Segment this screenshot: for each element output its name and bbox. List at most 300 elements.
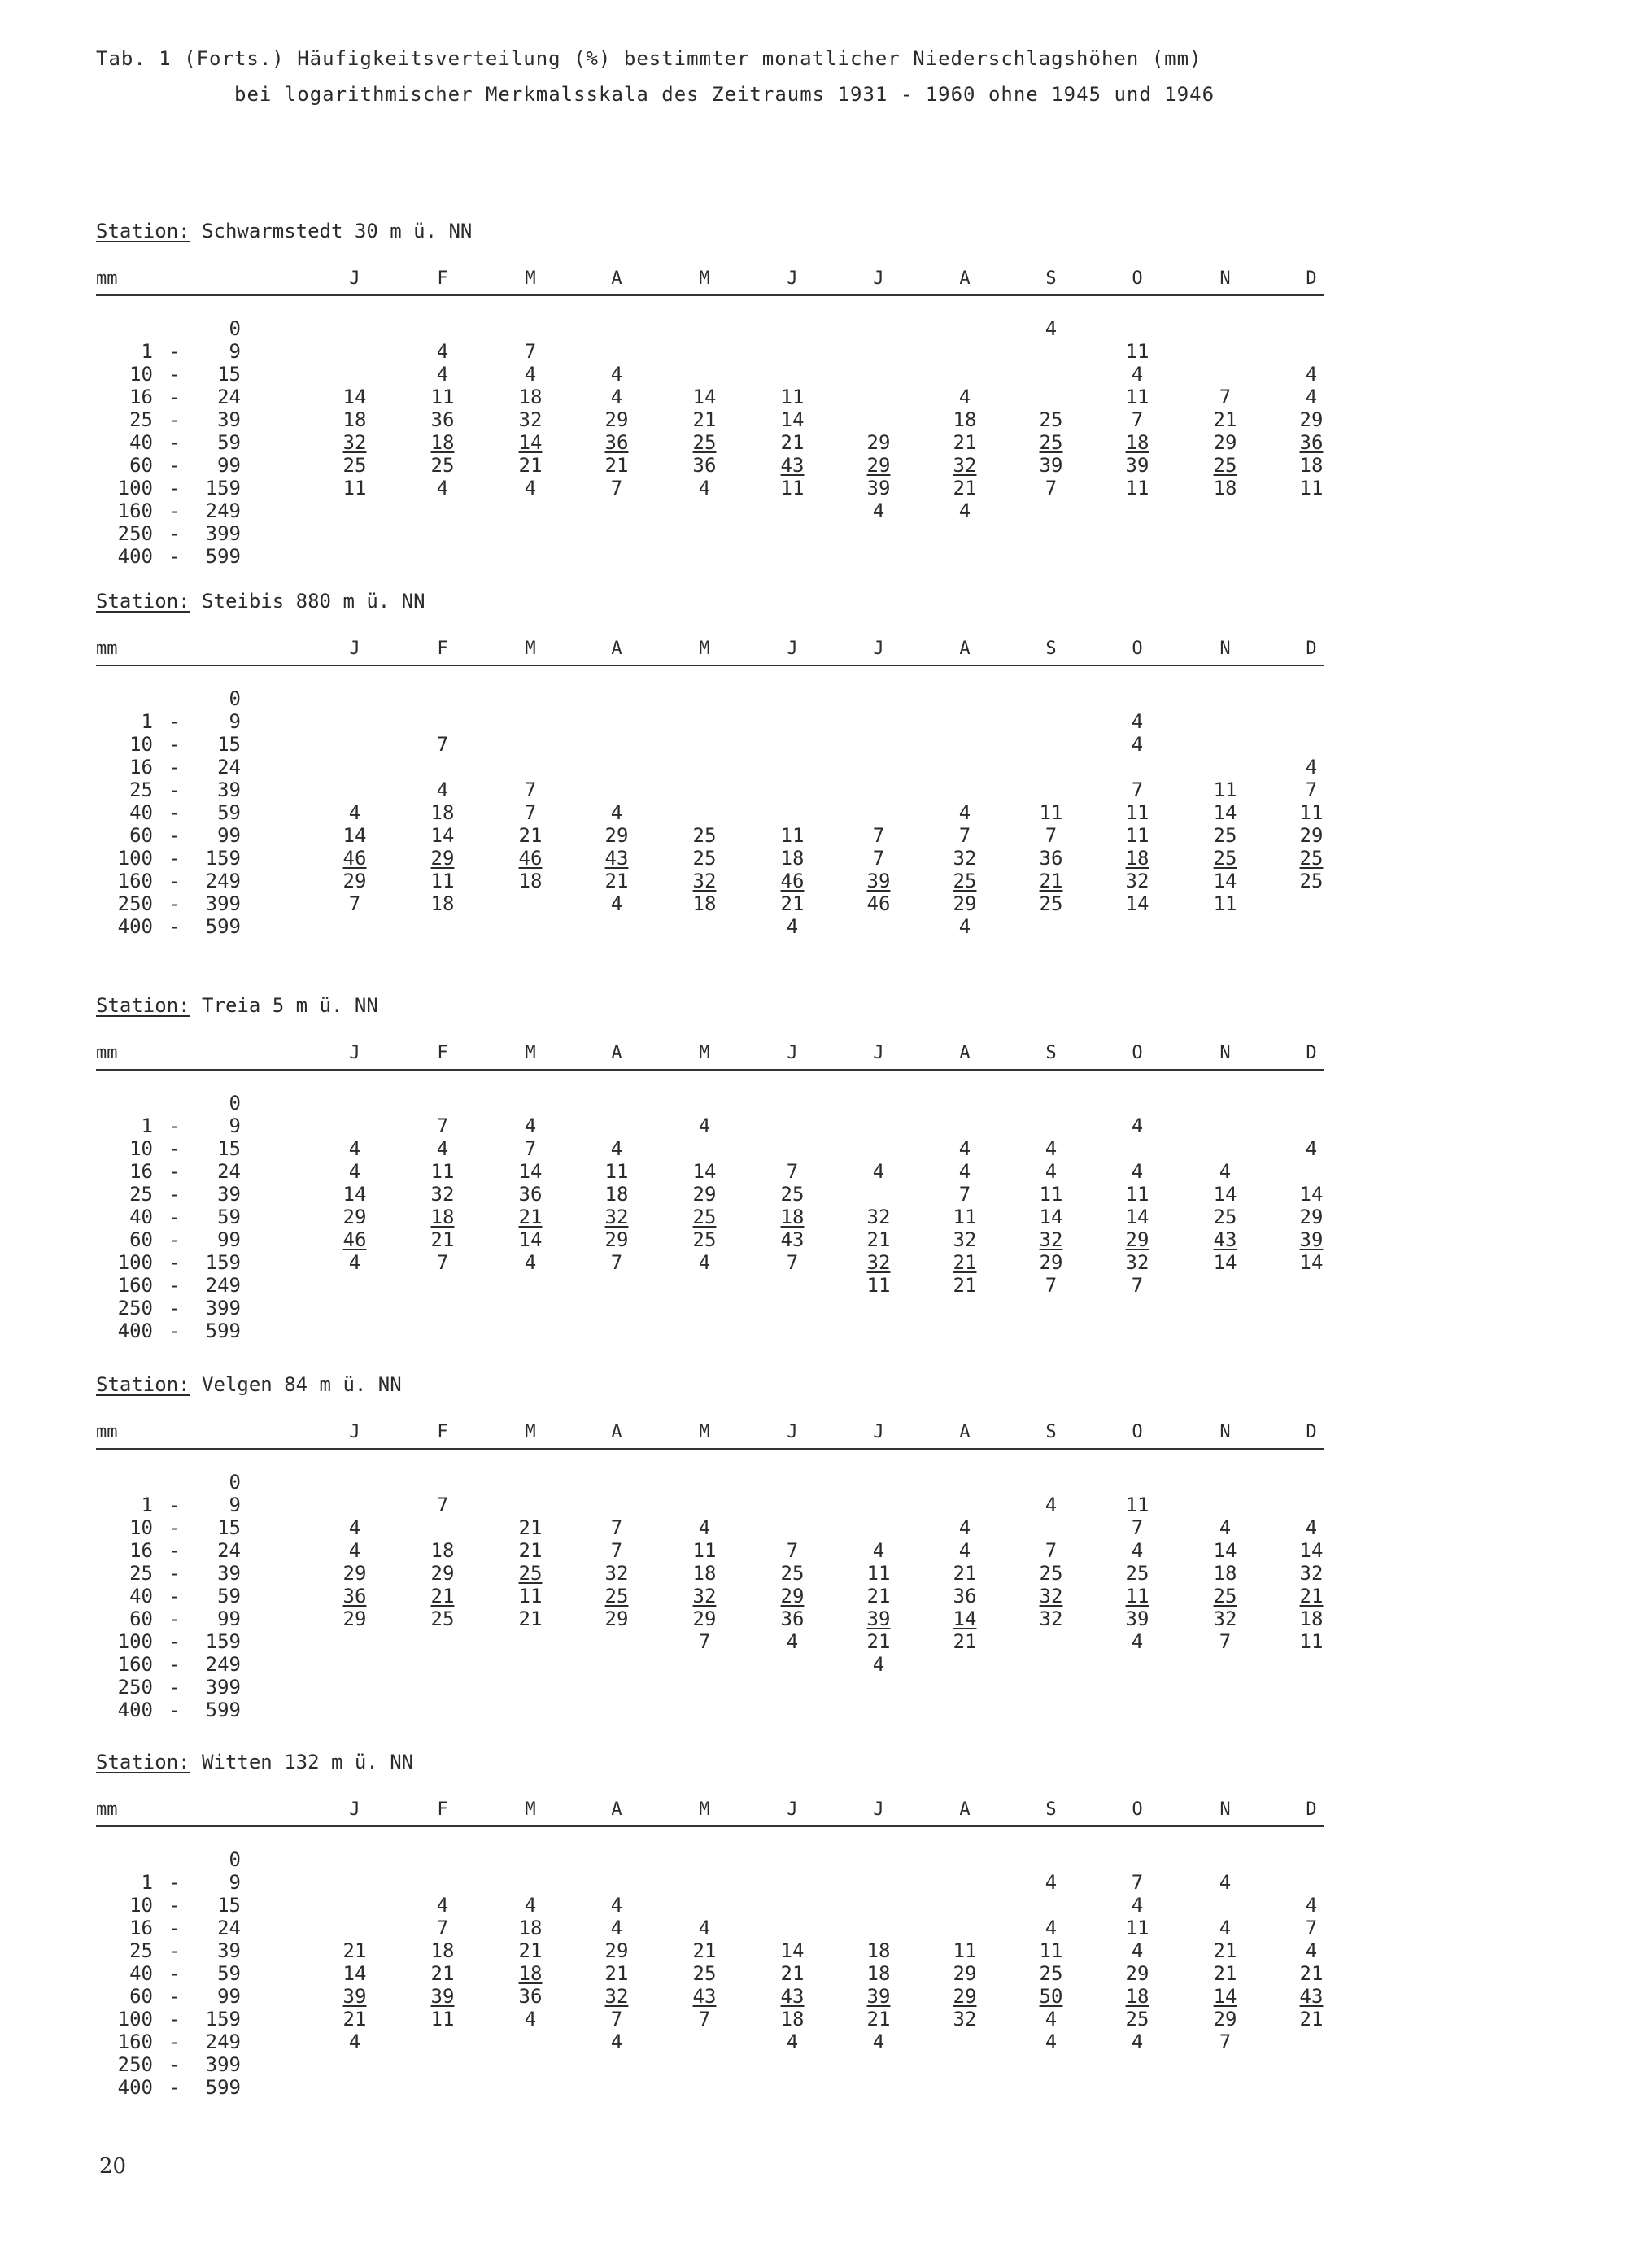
frequency-value: 25 <box>692 847 717 870</box>
station-value: Witten 132 m ü. NN <box>202 1751 414 1773</box>
month-header-cell: O <box>1132 1043 1143 1063</box>
class-row <box>96 710 1324 733</box>
month-header-cell: J <box>787 1043 798 1063</box>
class-bound: 0 <box>229 317 241 340</box>
frequency-value: 36 <box>604 431 629 454</box>
frequency-value: 18 <box>1213 477 1237 499</box>
mm-header: mm <box>96 1043 118 1063</box>
class-lower: 100 <box>117 847 153 870</box>
class-lower: 1 <box>141 710 153 733</box>
frequency-value: 43 <box>604 847 629 870</box>
frequency-value: 14 <box>1213 870 1237 892</box>
frequency-value: 21 <box>518 1607 543 1630</box>
frequency-value: 4 <box>436 779 449 801</box>
class-bound: 0 <box>229 1092 241 1114</box>
class-upper: 399 <box>205 1297 241 1319</box>
class-lower: 1 <box>141 340 153 363</box>
class-lower: 10 <box>129 1137 153 1160</box>
frequency-value: 25 <box>1039 408 1063 431</box>
frequency-value: 7 <box>610 1251 623 1274</box>
frequency-value: 4 <box>1219 1871 1232 1894</box>
frequency-value: 21 <box>780 1962 805 1985</box>
frequency-value: 29 <box>604 408 629 431</box>
month-header <box>96 639 1324 663</box>
station-value: Schwarmstedt 30 m ü. NN <box>202 220 473 242</box>
frequency-value: 32 <box>953 2008 977 2030</box>
frequency-value: 4 <box>1045 2030 1058 2053</box>
class-bound: 0 <box>229 1471 241 1494</box>
frequency-value: 4 <box>348 1160 361 1183</box>
frequency-value: 18 <box>780 1206 805 1228</box>
class-dash: - <box>168 1516 181 1539</box>
frequency-value: 29 <box>780 1585 805 1607</box>
frequency-value: 18 <box>692 892 717 915</box>
mm-header: mm <box>96 1799 118 1820</box>
frequency-value: 21 <box>953 1562 977 1585</box>
mm-header: mm <box>96 639 118 659</box>
frequency-value: 21 <box>1299 1585 1324 1607</box>
frequency-value: 4 <box>958 1516 971 1539</box>
class-lower: 160 <box>117 499 153 522</box>
class-lower: 250 <box>117 1676 153 1699</box>
frequency-value: 4 <box>958 499 971 522</box>
month-header-cell: N <box>1219 1799 1231 1820</box>
table-title-line-2: bei logarithmischer Merkmalsskala des Zeitraums 1931 - 1960 ohne 1945 und 1946 <box>234 83 1215 106</box>
class-label <box>96 847 242 870</box>
frequency-value: 32 <box>1125 1251 1149 1274</box>
class-upper: 15 <box>217 1516 241 1539</box>
class-dash: - <box>168 1699 181 1721</box>
month-header-cell: M <box>699 639 710 659</box>
class-upper: 599 <box>205 1319 241 1342</box>
class-row <box>96 477 1324 499</box>
month-header-cell: N <box>1219 268 1231 289</box>
class-lower: 25 <box>129 1183 153 1206</box>
frequency-value: 29 <box>604 1607 629 1630</box>
class-row <box>96 522 1324 545</box>
class-row <box>96 801 1324 824</box>
class-lower: 100 <box>117 477 153 499</box>
class-label <box>96 1228 242 1251</box>
month-header-cell: A <box>611 1043 622 1063</box>
class-dash: - <box>168 847 181 870</box>
month-header-cell: J <box>349 1422 360 1442</box>
month-header-cell: J <box>787 1799 798 1820</box>
frequency-value: 36 <box>430 408 455 431</box>
frequency-value: 11 <box>1125 386 1149 408</box>
frequency-value: 4 <box>1305 1137 1318 1160</box>
frequency-value: 25 <box>692 431 717 454</box>
class-lower: 400 <box>117 545 153 568</box>
class-lower: 1 <box>141 1871 153 1894</box>
frequency-value: 29 <box>342 1206 367 1228</box>
month-header-cell: N <box>1219 1422 1231 1442</box>
class-upper: 39 <box>217 408 241 431</box>
class-label <box>96 1494 242 1516</box>
class-upper: 159 <box>205 1251 241 1274</box>
class-row <box>96 1297 1324 1319</box>
frequency-value: 32 <box>604 1206 629 1228</box>
class-row <box>96 499 1324 522</box>
frequency-value: 18 <box>1299 1607 1324 1630</box>
frequency-value: 18 <box>692 1562 717 1585</box>
month-header-cell: S <box>1045 639 1057 659</box>
frequency-value: 36 <box>1039 847 1063 870</box>
frequency-value: 43 <box>780 454 805 477</box>
frequency-value: 4 <box>1131 2030 1144 2053</box>
class-row <box>96 1092 1324 1114</box>
frequency-value: 7 <box>524 340 537 363</box>
station-block <box>96 220 1324 568</box>
frequency-value: 18 <box>604 1183 629 1206</box>
frequency-value: 4 <box>872 1160 885 1183</box>
month-header-cell: A <box>959 1799 971 1820</box>
frequency-value: 21 <box>692 408 717 431</box>
class-label <box>96 340 242 363</box>
frequency-value: 18 <box>430 1939 455 1962</box>
frequency-value: 18 <box>1125 1985 1149 2008</box>
class-row <box>96 1471 1324 1494</box>
class-row <box>96 1699 1324 1721</box>
class-dash: - <box>168 477 181 499</box>
month-header-cell: A <box>611 1799 622 1820</box>
class-label <box>96 1183 242 1206</box>
class-lower: 160 <box>117 1653 153 1676</box>
month-header-cell: M <box>699 1799 710 1820</box>
frequency-value: 4 <box>1219 1160 1232 1183</box>
frequency-value: 50 <box>1039 1985 1063 2008</box>
month-header-cell: J <box>873 639 884 659</box>
frequency-value: 11 <box>430 870 455 892</box>
class-dash: - <box>168 1894 181 1917</box>
frequency-value: 4 <box>610 1917 623 1939</box>
month-header-cell: D <box>1306 1799 1317 1820</box>
frequency-value: 46 <box>866 892 891 915</box>
frequency-value: 14 <box>780 408 805 431</box>
class-upper: 99 <box>217 1607 241 1630</box>
class-dash: - <box>168 1251 181 1274</box>
frequency-value: 43 <box>692 1985 717 2008</box>
month-header <box>96 1422 1324 1446</box>
class-row <box>96 915 1324 938</box>
frequency-value: 7 <box>1045 1274 1058 1297</box>
frequency-value: 36 <box>953 1585 977 1607</box>
class-upper: 399 <box>205 2053 241 2076</box>
frequency-value: 4 <box>1045 317 1058 340</box>
frequency-value: 7 <box>872 824 885 847</box>
frequency-value: 43 <box>780 1985 805 2008</box>
class-dash: - <box>168 801 181 824</box>
class-label <box>96 1516 242 1539</box>
frequency-value: 25 <box>692 1962 717 1985</box>
class-dash: - <box>168 1539 181 1562</box>
class-label <box>96 2008 242 2030</box>
frequency-value: 11 <box>342 477 367 499</box>
class-label <box>96 892 242 915</box>
class-lower: 60 <box>129 454 153 477</box>
class-upper: 399 <box>205 1676 241 1699</box>
month-header-cell: A <box>959 639 971 659</box>
frequency-value: 29 <box>953 1962 977 1985</box>
frequency-value: 18 <box>1125 431 1149 454</box>
frequency-value: 14 <box>342 1183 367 1206</box>
class-label <box>96 2076 242 2099</box>
frequency-value: 14 <box>1125 1206 1149 1228</box>
class-dash: - <box>168 756 181 779</box>
frequency-value: 32 <box>604 1985 629 2008</box>
class-upper: 59 <box>217 801 241 824</box>
class-label <box>96 317 242 340</box>
frequency-value: 4 <box>610 2030 623 2053</box>
month-header-cell: D <box>1306 1043 1317 1063</box>
frequency-value: 11 <box>1125 477 1149 499</box>
month-header-cell: J <box>349 1799 360 1820</box>
month-header-cell: M <box>525 1799 536 1820</box>
frequency-value: 36 <box>1299 431 1324 454</box>
frequency-value: 32 <box>604 1562 629 1585</box>
frequency-value: 14 <box>1299 1251 1324 1274</box>
class-dash: - <box>168 1494 181 1516</box>
frequency-value: 4 <box>698 477 711 499</box>
frequency-value: 4 <box>698 1251 711 1274</box>
class-label <box>96 733 242 756</box>
frequency-value: 4 <box>1305 363 1318 386</box>
frequency-value: 39 <box>342 1985 367 2008</box>
class-dash: - <box>168 363 181 386</box>
header-rule <box>96 1448 1324 1450</box>
frequency-value: 18 <box>342 408 367 431</box>
frequency-value: 21 <box>604 1962 629 1985</box>
station-name <box>96 1373 402 1396</box>
frequency-value: 39 <box>1299 1228 1324 1251</box>
frequency-value: 21 <box>866 1585 891 1607</box>
header-rule <box>96 294 1324 296</box>
class-row <box>96 1539 1324 1562</box>
frequency-value: 14 <box>518 431 543 454</box>
class-lower: 60 <box>129 1228 153 1251</box>
frequency-value: 46 <box>518 847 543 870</box>
frequency-value: 14 <box>1299 1539 1324 1562</box>
class-label <box>96 1114 242 1137</box>
month-header-cell: J <box>873 1043 884 1063</box>
frequency-value: 14 <box>430 824 455 847</box>
frequency-value: 14 <box>692 386 717 408</box>
frequency-value: 7 <box>786 1251 799 1274</box>
class-label <box>96 1160 242 1183</box>
header-rule <box>96 1825 1324 1827</box>
frequency-value: 11 <box>866 1562 891 1585</box>
class-upper: 39 <box>217 779 241 801</box>
frequency-value: 4 <box>958 1539 971 1562</box>
frequency-value: 18 <box>866 1962 891 1985</box>
frequency-value: 21 <box>1213 1962 1237 1985</box>
class-dash: - <box>168 499 181 522</box>
class-upper: 99 <box>217 454 241 477</box>
frequency-value: 7 <box>698 2008 711 2030</box>
class-upper: 9 <box>229 1114 241 1137</box>
frequency-value: 32 <box>692 1585 717 1607</box>
class-upper: 399 <box>205 892 241 915</box>
frequency-value: 25 <box>780 1183 805 1206</box>
station-name <box>96 994 378 1017</box>
month-header-cell: M <box>699 1043 710 1063</box>
class-row <box>96 2008 1324 2030</box>
frequency-value: 7 <box>436 733 449 756</box>
frequency-value: 4 <box>348 1251 361 1274</box>
frequency-value: 11 <box>1039 1183 1063 1206</box>
class-label <box>96 756 242 779</box>
month-header-cell: A <box>959 268 971 289</box>
class-lower: 160 <box>117 870 153 892</box>
month-header-cell: M <box>525 1043 536 1063</box>
class-upper: 249 <box>205 499 241 522</box>
station-value: Velgen 84 m ü. NN <box>202 1373 402 1396</box>
frequency-value: 25 <box>1039 1962 1063 1985</box>
class-lower: 25 <box>129 779 153 801</box>
frequency-value: 4 <box>436 477 449 499</box>
frequency-value: 11 <box>1125 824 1149 847</box>
frequency-value: 4 <box>1131 1114 1144 1137</box>
frequency-value: 32 <box>953 847 977 870</box>
station-name <box>96 590 425 613</box>
frequency-value: 32 <box>1039 1228 1063 1251</box>
class-label <box>96 779 242 801</box>
frequency-value: 4 <box>698 1516 711 1539</box>
mm-header: mm <box>96 268 118 289</box>
class-lower: 10 <box>129 1516 153 1539</box>
month-header-cell: N <box>1219 1043 1231 1063</box>
class-label <box>96 1985 242 2008</box>
frequency-value: 11 <box>692 1539 717 1562</box>
frequency-value: 18 <box>430 431 455 454</box>
class-row <box>96 340 1324 363</box>
frequency-value: 29 <box>430 1562 455 1585</box>
frequency-value: 21 <box>866 2008 891 2030</box>
frequency-value: 4 <box>872 1653 885 1676</box>
frequency-value: 21 <box>953 1274 977 1297</box>
frequency-value: 11 <box>604 1160 629 1183</box>
frequency-value: 25 <box>1213 454 1237 477</box>
class-row <box>96 687 1324 710</box>
month-header-cell: F <box>437 1043 448 1063</box>
class-lower: 250 <box>117 892 153 915</box>
class-upper: 9 <box>229 1871 241 1894</box>
frequency-value: 29 <box>953 1985 977 2008</box>
class-label <box>96 499 242 522</box>
class-dash: - <box>168 1160 181 1183</box>
station-block <box>96 994 1324 1342</box>
frequency-value: 4 <box>1045 1917 1058 1939</box>
frequency-value: 21 <box>430 1228 455 1251</box>
station-spacer <box>190 220 202 242</box>
frequency-value: 7 <box>610 477 623 499</box>
class-label <box>96 1939 242 1962</box>
class-upper: 599 <box>205 545 241 568</box>
class-lower: 10 <box>129 1894 153 1917</box>
class-row <box>96 1962 1324 1985</box>
month-header-cell: D <box>1306 639 1317 659</box>
class-bound: 0 <box>229 1848 241 1871</box>
frequency-value: 39 <box>430 1985 455 2008</box>
frequency-value: 4 <box>348 1539 361 1562</box>
frequency-value: 7 <box>1131 1516 1144 1539</box>
frequency-value: 4 <box>958 801 971 824</box>
month-header-cell: S <box>1045 1043 1057 1063</box>
frequency-value: 21 <box>518 824 543 847</box>
frequency-value: 14 <box>1299 1183 1324 1206</box>
frequency-value: 18 <box>780 2008 805 2030</box>
frequency-value: 4 <box>1131 363 1144 386</box>
class-row <box>96 1653 1324 1676</box>
frequency-value: 21 <box>780 892 805 915</box>
frequency-value: 11 <box>1125 1183 1149 1206</box>
class-label <box>96 2053 242 2076</box>
class-lower: 100 <box>117 2008 153 2030</box>
class-label <box>96 1653 242 1676</box>
frequency-value: 32 <box>866 1206 891 1228</box>
class-label <box>96 801 242 824</box>
frequency-value: 29 <box>1299 1206 1324 1228</box>
frequency-value: 14 <box>1213 1251 1237 1274</box>
frequency-value: 11 <box>1125 1585 1149 1607</box>
class-row <box>96 1871 1324 1894</box>
class-upper: 159 <box>205 1630 241 1653</box>
month-header-cell: F <box>437 1799 448 1820</box>
month-header-cell: J <box>873 268 884 289</box>
class-dash: - <box>168 1630 181 1653</box>
class-lower: 160 <box>117 2030 153 2053</box>
frequency-value: 11 <box>1125 1917 1149 1939</box>
frequency-value: 29 <box>866 454 891 477</box>
class-row <box>96 1562 1324 1585</box>
class-row <box>96 1676 1324 1699</box>
frequency-value: 46 <box>342 1228 367 1251</box>
class-row <box>96 1137 1324 1160</box>
month-header-cell: D <box>1306 268 1317 289</box>
frequency-value: 7 <box>524 779 537 801</box>
class-label <box>96 1585 242 1607</box>
frequency-value: 7 <box>1131 1274 1144 1297</box>
frequency-value: 25 <box>1039 1562 1063 1585</box>
frequency-value: 36 <box>518 1183 543 1206</box>
frequency-value: 29 <box>692 1183 717 1206</box>
class-row <box>96 545 1324 568</box>
frequency-value: 7 <box>1305 1917 1318 1939</box>
frequency-value: 4 <box>610 386 623 408</box>
frequency-value: 21 <box>692 1939 717 1962</box>
frequency-value: 11 <box>780 386 805 408</box>
frequency-value: 25 <box>1213 847 1237 870</box>
class-dash: - <box>168 1183 181 1206</box>
frequency-value: 32 <box>866 1251 891 1274</box>
frequency-value: 4 <box>348 1137 361 1160</box>
class-upper: 249 <box>205 1653 241 1676</box>
frequency-value: 4 <box>1131 1539 1144 1562</box>
month-header-cell: J <box>787 639 798 659</box>
frequency-value: 29 <box>1039 1251 1063 1274</box>
month-header-cell: A <box>611 1422 622 1442</box>
frequency-value: 4 <box>698 1114 711 1137</box>
class-label <box>96 1539 242 1562</box>
class-dash: - <box>168 1939 181 1962</box>
class-dash: - <box>168 340 181 363</box>
frequency-value: 11 <box>430 386 455 408</box>
frequency-value: 21 <box>604 870 629 892</box>
frequency-value: 4 <box>348 801 361 824</box>
class-row <box>96 2030 1324 2053</box>
class-lower: 60 <box>129 1985 153 2008</box>
class-row <box>96 431 1324 454</box>
